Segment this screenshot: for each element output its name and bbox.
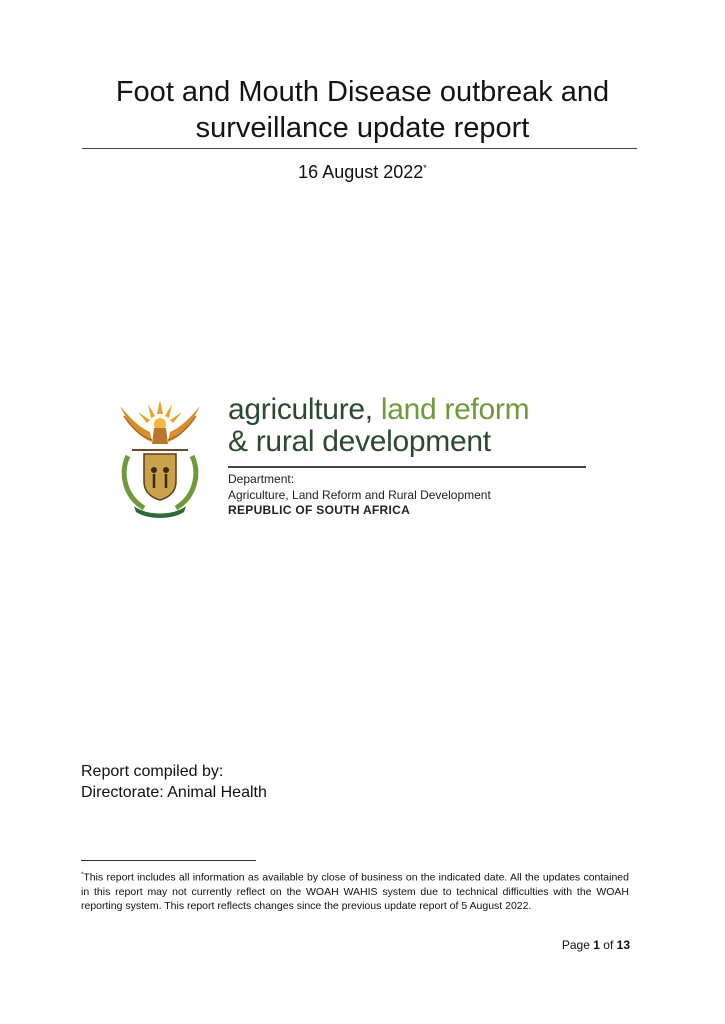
page-number [562,938,630,952]
department-logo [110,392,610,542]
brand-word-land-reform: land reform [380,393,530,426]
coat-of-arms-icon [110,392,210,522]
brand-line-2: & rural development [228,425,491,458]
report-date-mark: * [423,163,427,173]
department-name: Agriculture, Land Reform and Rural Development [228,488,491,502]
page-of: of [603,938,614,952]
title-line-2: surveillance update report [195,112,530,144]
report-date-text: 16 August 2022 [298,162,424,182]
report-date [60,162,665,183]
brand-divider [228,466,586,468]
title-line-1: Foot and Mouth Disease outbreak and [115,76,610,108]
footnote-mark: * [81,872,84,878]
footnote-divider [81,860,256,861]
department-label: Department: [228,472,295,486]
report-title [60,74,665,146]
footnote-text: This report includes all information as available by close of business on the indicated date. All the updates contained in this report may not currently reflect on the WOAH WAHIS system due to technical difficulties with the WOAH reporting system. This report reflects changes since the previous update report of 5 August 2022. [81,871,629,912]
page-prefix: Page [561,938,590,952]
brand-word-agriculture: agriculture, [228,393,373,426]
page-current: 1 [593,938,600,952]
country-name: REPUBLIC OF SOUTH AFRICA [228,503,411,517]
compiled-by-label: Report compiled by: [81,763,224,780]
compiled-by-value: Directorate: Animal Health [81,784,267,801]
brand-line-1 [228,394,529,426]
title-divider [82,148,637,149]
footnote [81,868,629,913]
page-total: 13 [616,938,630,952]
